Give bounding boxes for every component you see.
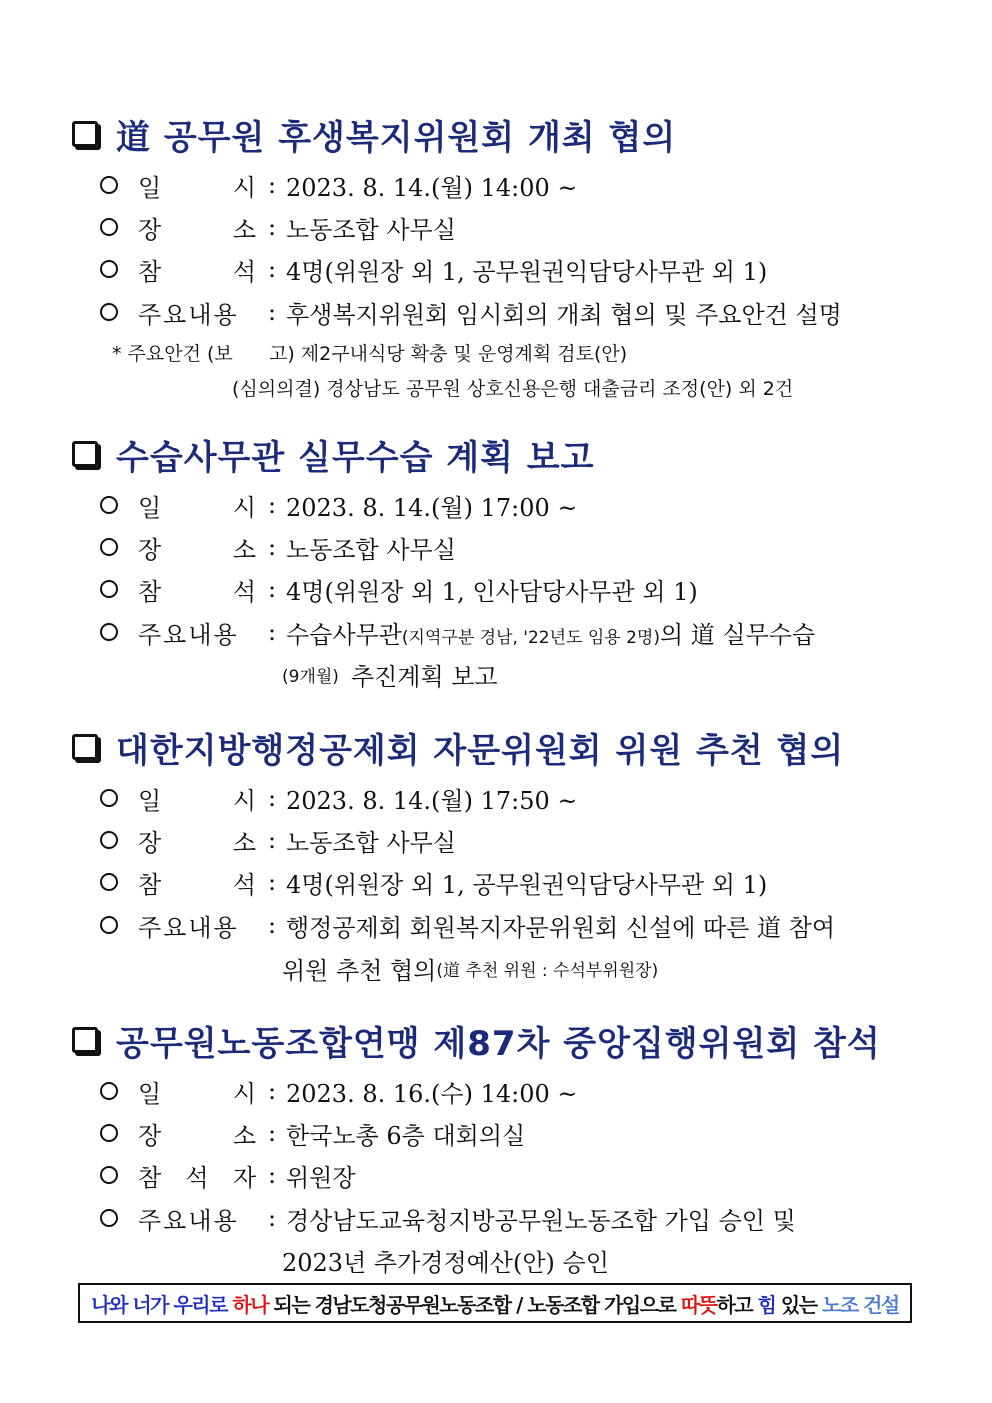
- circle-bullet-icon: [100, 789, 118, 807]
- info-row: 주요내용 : 후생복지위원회 임시회의 개최 협의 및 주요안건 설명: [100, 292, 842, 332]
- row-label: 참 석: [138, 257, 258, 286]
- row-label: 일 시: [138, 173, 258, 202]
- agenda-note: (심의의결) 경상남도 공무원 상호신용은행 대출금리 조정(안) 외 2건: [232, 378, 794, 400]
- row-label: 주요내용: [138, 620, 239, 649]
- row-label: 주요내용: [138, 913, 239, 942]
- info-row: 장 소 : 노동조합 사무실: [100, 820, 456, 860]
- section-title: 道 공무원 후생복지위원회 개최 협의: [72, 109, 676, 159]
- circle-bullet-icon: [100, 538, 118, 556]
- row-value: 2023. 8. 14.(월) 17:00 ~: [286, 493, 578, 522]
- row-value: 노동조합 사무실: [286, 828, 456, 857]
- info-row: 주요내용 : 경상남도교육청지방공무원노동조합 가입 승인 및: [100, 1198, 796, 1238]
- info-row: 일 시 : 2023. 8. 16.(수) 14:00 ~: [100, 1071, 577, 1111]
- info-row: 일 시 : 2023. 8. 14.(월) 17:00 ~: [100, 485, 577, 525]
- circle-bullet-icon: [100, 1082, 118, 1100]
- checkbox-square-icon: [72, 121, 98, 147]
- row-value: 한국노총 6층 대회의실: [286, 1121, 526, 1150]
- section-title: 수습사무관 실무수습 계획 보고: [72, 429, 594, 479]
- info-row: 일 시 : 2023. 8. 14.(월) 14:00 ~: [100, 165, 577, 205]
- row-value: 노동조합 사무실: [286, 215, 456, 244]
- row-label: 장 소: [138, 215, 258, 244]
- checkbox-square-icon: [72, 441, 98, 467]
- circle-bullet-icon: [100, 496, 118, 514]
- info-row: 장 소 : 노동조합 사무실: [100, 207, 456, 247]
- info-row: 참 석 : 4명(위원장 외 1, 공무원권익담당사무관 외 1): [100, 249, 767, 289]
- circle-bullet-icon: [100, 873, 118, 891]
- agenda-note: * 주요안건 (보 고) 제2구내식당 확충 및 운영계획 검토(안): [112, 343, 628, 365]
- row-label: 장 소: [138, 1121, 258, 1150]
- checkbox-square-icon: [72, 1027, 98, 1053]
- row-continuation: 2023년 추가경정예산(안) 승인: [282, 1248, 609, 1277]
- row-continuation: 위원 추천 협의 (道 추천 위원 : 수석부위원장): [282, 956, 659, 985]
- circle-bullet-icon: [100, 303, 118, 321]
- row-value: 2023. 8. 14.(월) 17:50 ~: [286, 786, 578, 815]
- row-value: 노동조합 사무실: [286, 535, 456, 564]
- circle-bullet-icon: [100, 623, 118, 641]
- row-value: 2023. 8. 16.(수) 14:00 ~: [286, 1079, 578, 1108]
- row-label: 참 석 자: [138, 1163, 258, 1192]
- row-label: 참 석: [138, 577, 258, 606]
- row-label: 참 석: [138, 870, 258, 899]
- row-label: 일 시: [138, 786, 258, 815]
- row-value: 4명(위원장 외 1, 공무원권익담당사무관 외 1): [286, 257, 768, 286]
- row-value: 경상남도교육청지방공무원노동조합 가입 승인 및: [286, 1206, 796, 1235]
- row-value: 위원장: [286, 1163, 356, 1192]
- slogan-banner: 나와 너가 우리로 하나 되는 경남도청공무원노동조합 / 노동조합 가입으로 따뜻 하고 힘 있는 노조 건설: [78, 1283, 912, 1323]
- info-row: 장 소 : 노동조합 사무실: [100, 527, 456, 567]
- row-label: 일 시: [138, 493, 258, 522]
- info-row: 참 석 : 4명(위원장 외 1, 인사담당사무관 외 1): [100, 569, 698, 609]
- row-value: 행정공제회 회원복지자문위원회 신설에 따른 道 참여: [286, 913, 836, 942]
- row-continuation: (9개월) 추진계획 보고: [282, 662, 498, 691]
- section-title: 대한지방행정공제회 자문위원회 위원 추천 협의: [72, 722, 844, 772]
- info-row: 참 석 : 4명(위원장 외 1, 공무원권익담당사무관 외 1): [100, 862, 767, 902]
- info-row: 주요내용 : 행정공제회 회원복지자문위원회 신설에 따른 道 참여: [100, 905, 835, 945]
- info-row: 장 소 : 한국노총 6층 대회의실: [100, 1113, 525, 1153]
- row-label: 주요내용: [138, 1206, 239, 1235]
- info-row: 참 석 자 : 위원장: [100, 1155, 356, 1195]
- circle-bullet-icon: [100, 831, 118, 849]
- circle-bullet-icon: [100, 218, 118, 236]
- row-value: 4명(위원장 외 1, 공무원권익담당사무관 외 1): [286, 870, 768, 899]
- section-title: 공무원노동조합연맹 제87차 중앙집행위원회 참석: [72, 1015, 881, 1065]
- info-row: 일 시 : 2023. 8. 14.(월) 17:50 ~: [100, 778, 577, 818]
- row-value: 2023. 8. 14.(월) 14:00 ~: [286, 173, 578, 202]
- row-label: 주요내용: [138, 300, 239, 329]
- row-label: 장 소: [138, 535, 258, 564]
- circle-bullet-icon: [100, 580, 118, 598]
- row-value: 4명(위원장 외 1, 인사담당사무관 외 1): [286, 577, 698, 606]
- row-value: 수습사무관(지역구분 경남, '22년도 임용 2명)의 道 실무수습: [286, 620, 816, 649]
- circle-bullet-icon: [100, 1209, 118, 1227]
- info-row: 주요내용 : 수습사무관(지역구분 경남, '22년도 임용 2명)의 道 실무수습: [100, 612, 815, 652]
- circle-bullet-icon: [100, 1124, 118, 1142]
- checkbox-square-icon: [72, 734, 98, 760]
- circle-bullet-icon: [100, 1166, 118, 1184]
- circle-bullet-icon: [100, 260, 118, 278]
- row-label: 장 소: [138, 828, 258, 857]
- row-label: 일 시: [138, 1079, 258, 1108]
- circle-bullet-icon: [100, 916, 118, 934]
- row-value: 후생복지위원회 임시회의 개최 협의 및 주요안건 설명: [286, 300, 842, 329]
- circle-bullet-icon: [100, 176, 118, 194]
